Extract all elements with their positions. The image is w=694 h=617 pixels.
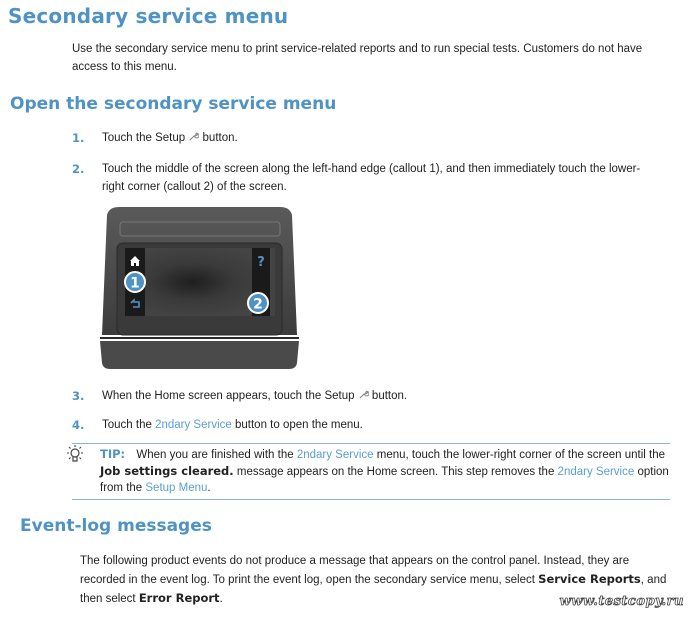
control-panel-figure [97,205,302,370]
section-title-event-log: Event-log messages [20,516,212,536]
service-reports-label: Service Reports [538,572,641,586]
section-title-secondary-service-menu: Secondary service menu [8,4,289,28]
callout-1-label: 1 [130,275,140,292]
2ndary-service-link[interactable]: 2ndary Service [296,449,374,461]
tip-box [72,443,670,500]
step-text: button. [371,390,408,402]
2ndary-service-link[interactable]: 2ndary Service [155,419,232,431]
wrench-icon [358,389,369,400]
step-number: 4. [72,418,85,432]
watermark: www.testcopy.ru [559,594,684,609]
step-number: 2. [72,162,85,176]
step-text: Touch the [102,419,152,431]
tip-text-segment: message appears on the Home screen. This step removes the [236,466,555,478]
device-base [100,341,299,369]
lightbulb-icon [64,444,86,468]
paragraph-text: . [219,593,223,605]
step-number: 1. [72,131,85,145]
tip-text-segment: option from the [100,466,669,494]
help-icon: ? [257,255,265,270]
tip-text-segment: menu, touch the lower-right corner of the screen until the [376,449,666,461]
step-text: Touch the middle of the screen along the left-hand edge (callout 1), and then immediately touch the lower-right corner (callout 2) of the screen. [102,163,641,193]
tip-label: TIP: [100,447,126,461]
paragraph-text: The following product events do not produce a message that appears on the control panel. Instead, they are recorded in the event log. To print the event log, open the secondary service menu, select [80,555,630,586]
callout-2-label: 2 [253,296,263,313]
wrench-icon [188,131,199,142]
step-text: Touch the Setup [102,132,186,144]
step-text: When the Home screen appears, touch the Setup [102,390,355,402]
step-text: button to open the menu. [235,419,363,431]
section-title-open-menu: Open the secondary service menu [10,94,337,114]
step-text: button. [202,132,238,144]
tip-text-segment: . [207,482,211,494]
paragraph-text: , and then select [80,574,667,605]
job-settings-cleared-message: Job settings cleared. [100,464,234,478]
2ndary-service-link[interactable]: 2ndary Service [557,466,635,478]
intro-paragraph: Use the secondary service menu to print service-related reports and to run special tests. Customers do not have access to this menu. [72,43,643,73]
step-2 [72,160,672,200]
tip-text [100,446,672,496]
tip-text-segment: When you are finished with the [136,449,294,461]
error-report-label: Error Report [138,591,220,605]
setup-menu-link[interactable]: Setup Menu [145,482,208,494]
step-number: 3. [72,389,85,403]
